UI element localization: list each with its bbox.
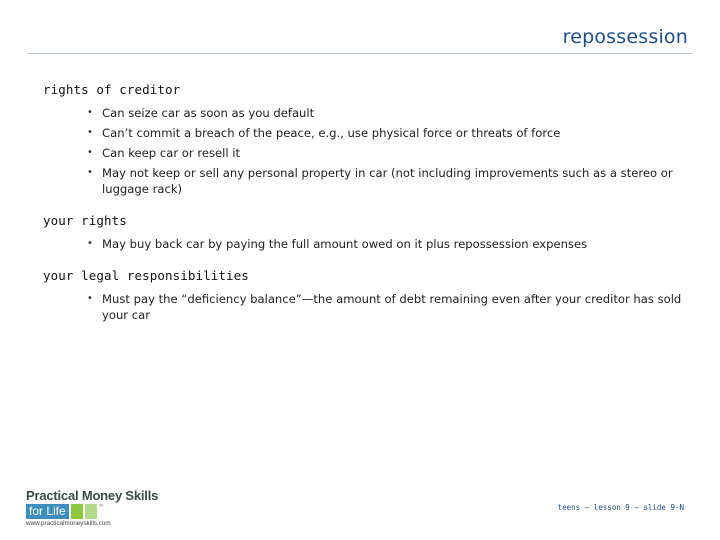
logo-wordmark: Practical Money Skills <box>26 488 159 503</box>
section-heading: your rights <box>43 213 127 228</box>
bullet-icon: • <box>87 238 93 249</box>
bullet-list <box>43 105 683 197</box>
bullet-text: May not keep or sell any personal property in car (not including improvements such as a stereo or luggage rack) <box>102 166 673 196</box>
logo-lightgreen-square <box>85 504 97 519</box>
bullet-icon: • <box>87 167 93 178</box>
slide-title: repossession <box>562 26 688 48</box>
section-your-rights <box>43 213 683 252</box>
bullet-text: Can seize car as soon as you default <box>102 106 315 120</box>
bullet-list <box>43 291 683 323</box>
bullet-icon: • <box>87 147 93 158</box>
list-item <box>43 165 683 197</box>
list-item <box>43 105 683 121</box>
section-legal-responsibilities <box>43 268 683 323</box>
section-heading: your legal responsibilities <box>43 268 249 283</box>
bullet-text: Must pay the “deficiency balance”—the amount of debt remaining even after your creditor has sold your car <box>102 292 682 322</box>
logo-url: www.practicalmoneyskills.com <box>26 520 111 527</box>
list-item <box>43 236 683 252</box>
bullet-icon: • <box>87 293 93 304</box>
list-item <box>43 291 683 323</box>
list-item <box>43 145 683 161</box>
title-divider <box>28 53 692 54</box>
bullet-text: Can keep car or resell it <box>102 146 241 160</box>
bullet-text: Can’t commit a breach of the peace, e.g., use physical force or threats of force <box>102 126 561 140</box>
list-item <box>43 125 683 141</box>
bullet-icon: • <box>87 127 93 138</box>
slide-content <box>43 82 683 327</box>
bullet-text: May buy back car by paying the full amount owed on it plus repossession expenses <box>102 237 588 251</box>
practical-money-skills-logo <box>26 488 166 528</box>
slide-footer: teens – lesson 9 – slide 9-N <box>557 503 684 512</box>
bullet-list <box>43 236 683 252</box>
logo-trademark: ™ <box>97 504 104 511</box>
bullet-icon: • <box>87 107 93 118</box>
logo-for-life: for Life <box>26 504 69 519</box>
section-heading: rights of creditor <box>43 82 181 97</box>
logo-green-square <box>71 504 83 519</box>
section-rights-of-creditor <box>43 82 683 197</box>
logo-tagline-row <box>26 504 166 519</box>
